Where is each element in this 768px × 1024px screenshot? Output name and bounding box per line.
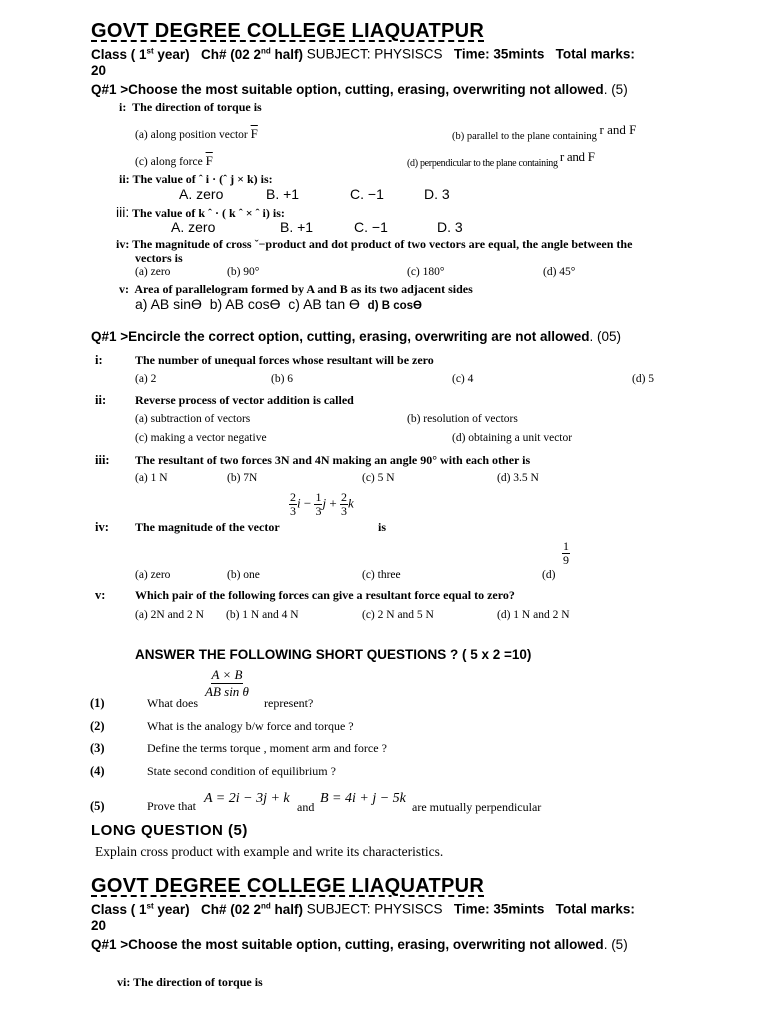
mcq1-iv: iv: The magnitude of cross ˇ−product and dot product of two vectors are equal, the angle between the — [116, 237, 633, 251]
mcq1-v-opt-b: b) AB cosϴ — [209, 296, 281, 312]
mcq2-v-text: Which pair of the following forces can give a resultant force equal to zero? — [135, 588, 515, 602]
class-label: Class ( 1 — [91, 46, 147, 62]
magnitude-vector-expression: $\frac{2}{3}$ i − $\frac{1}{3}$ j + $\frac{2}{3}$ k — [290, 490, 354, 518]
college-title: GOVT DEGREE COLLEGE LIAQUATPUR — [91, 20, 485, 42]
mcq2-ii-opt-a: (a) subtraction of vectors — [135, 413, 251, 425]
mcq2-iv-text-after: is — [378, 520, 387, 534]
q1-heading: Q#1 >Choose the most suitable option, cutting, erasing, overwriting not allowed. (5) — [91, 82, 628, 97]
mcq2-iii-opt-a: (a) 1 N — [135, 472, 168, 484]
mcq1-iii-opt-b: B. +1 — [280, 219, 314, 235]
mcq1-ii-opt-c: C. −1 — [350, 186, 384, 202]
mcq2-i-opt-d: (d) 5 — [632, 373, 655, 385]
mcq2-iii-opt-d: (d) 3.5 N — [497, 472, 539, 484]
mcq2-iv-opt-d-fraction: $\frac{1}{9}$ — [563, 539, 569, 567]
mcq2-v-opt-c: (c) 2 N and 5 N — [362, 609, 434, 621]
mcq1-v-opt-d: d) B cosϴ — [367, 300, 422, 312]
short-q5-num: (5) — [90, 799, 105, 813]
mcq2-iii-text: The resultant of two forces 3N and 4N making an angle 90° with each other is — [135, 453, 531, 467]
mcq1-iii: iii: The value of k ˆ · ( k ˆ × ˆ i) is: — [116, 204, 285, 220]
mcq1-v-opt-a: a) AB sinϴ — [135, 296, 202, 312]
mcq2-i-opt-a: (a) 2 — [135, 373, 157, 385]
total-marks-label: Total marks: — [555, 46, 635, 62]
time-label: Time: 35mints — [453, 46, 545, 62]
mcq1-iii-opt-a: A. zero — [171, 219, 216, 235]
mcq2-iv-opt-b: (b) one — [227, 569, 260, 581]
mcq1-v-options — [135, 296, 422, 312]
long-question-text: Explain cross product with example and write its characteristics. — [95, 844, 444, 859]
mcq1-ii-opt-d: D. 3 — [424, 186, 450, 202]
mcq2-i-opt-b: (b) 6 — [271, 373, 294, 385]
mcq1-iv-opt-d: (d) 45° — [543, 266, 576, 278]
mcq2-v-opt-a: (a) 2N and 2 N — [135, 609, 204, 621]
mcq1-iv-opt-a: (a) zero — [135, 266, 171, 278]
short-q4-num: (4) — [90, 764, 105, 778]
short-q1-fraction: $\frac{A \times B}{\text{AB sin θ}}$ — [205, 667, 249, 699]
mcq1-ii-opt-a: A. zero — [179, 186, 224, 202]
short-q3-num: (3) — [90, 741, 105, 755]
total-marks-value: 20 — [91, 63, 107, 78]
mcq1-i-opt-d: (d) perpendicular to the plane containing r and F — [407, 149, 595, 169]
short-q3-text: Define the terms torque , moment arm and force ? — [147, 741, 387, 755]
mcq2-v-num: v: — [95, 588, 106, 602]
sheet2-mcq-vi: vi: The direction of torque is — [117, 975, 263, 989]
q2-heading: Q#1 >Encircle the correct option, cutting, erasing, overwriting are not allowed. (05) — [91, 329, 622, 344]
mcq1-i-opt-c: (c) along force $\overline{F}$ — [135, 153, 213, 168]
mcq1-i: i: The direction of torque is — [119, 100, 262, 114]
chapter-label: Ch# (02 2 — [200, 46, 261, 62]
mcq2-iv-opt-c: (c) three — [362, 569, 401, 581]
mcq2-i-num: i: — [95, 353, 103, 367]
mcq2-iii-opt-b: (b) 7N — [227, 472, 258, 484]
short-q5-pre: Prove that — [147, 799, 196, 813]
short-q1-pre: What does — [147, 696, 198, 710]
mcq2-iv-num: iv: — [95, 520, 109, 534]
mcq2-ii-num: ii: — [95, 393, 107, 407]
mcq2-iv-opt-d: (d) — [542, 569, 556, 581]
mcq2-iii-num: iii: — [95, 453, 110, 467]
mcq1-iii-opt-c: C. −1 — [354, 219, 388, 235]
short-q5-eq2: B = 4i + j − 5k — [320, 791, 406, 806]
mcq2-iv-opt-a: (a) zero — [135, 569, 171, 581]
short-q4-text: State second condition of equilibrium ? — [147, 764, 336, 778]
exam-header-line-2: Class ( 1st year) Ch# (02 2nd half) SUBJECT: PHYSISCS Time: 35mints Total marks: — [91, 901, 635, 917]
mcq2-v-opt-d: (d) 1 N and 2 N — [497, 609, 570, 621]
subject-label: SUBJECT: PHYSISCS — [306, 46, 443, 62]
mcq1-i-opt-a: (a) along position vector $\overline{F}$ — [135, 126, 258, 141]
short-q1-num: (1) — [90, 696, 105, 710]
mcq2-ii-opt-d: (d) obtaining a unit vector — [452, 432, 573, 444]
short-q5-eq1: A = 2i − 3j + k — [204, 791, 290, 806]
mcq1-iv-opt-b: (b) 90° — [227, 266, 260, 278]
mcq1-ii: ii: The value of ˆ i · (ˆ j × k) is: — [119, 172, 273, 186]
short-questions-heading: ANSWER THE FOLLOWING SHORT QUESTIONS ? ( 5 x 2 =10) — [135, 647, 532, 662]
mcq2-ii-text: Reverse process of vector addition is called — [135, 393, 354, 407]
mcq1-iv-cont: vectors is — [135, 251, 183, 265]
mcq1-ii-opt-b: B. +1 — [266, 186, 300, 202]
mcq1-v: v: Area of parallelogram formed by A and B as its two adjacent sides — [119, 282, 473, 296]
exam-header-line: Class ( 1st year) Ch# (02 2nd half) SUBJECT: PHYSISCS Time: 35mints Total marks: — [91, 46, 635, 62]
short-q2-num: (2) — [90, 719, 105, 733]
total-marks-value-2: 20 — [91, 918, 107, 933]
long-question-heading: LONG QUESTION (5) — [91, 822, 248, 839]
mcq1-v-opt-c: c) AB tan ϴ — [288, 296, 360, 312]
short-q2-text: What is the analogy b/w force and torque ? — [147, 719, 354, 733]
mcq2-v-opt-b: (b) 1 N and 4 N — [226, 609, 299, 621]
mcq1-iii-opt-d: D. 3 — [437, 219, 463, 235]
mcq2-i-opt-c: (c) 4 — [452, 373, 474, 385]
college-title-2: GOVT DEGREE COLLEGE LIAQUATPUR — [91, 875, 485, 897]
short-q5-and: and — [297, 800, 315, 814]
mcq2-ii-opt-c: (c) making a vector negative — [135, 432, 267, 444]
mcq2-iii-opt-c: (c) 5 N — [362, 472, 395, 484]
mcq2-ii-opt-b: (b) resolution of vectors — [407, 413, 518, 425]
mcq2-iv-text: The magnitude of the vector — [135, 520, 280, 534]
mcq1-i-opt-b: (b) parallel to the plane containing r and F — [452, 122, 637, 142]
short-q1-post: represent? — [264, 696, 314, 710]
mcq1-iv-opt-c: (c) 180° — [407, 266, 445, 278]
mcq2-i-text: The number of unequal forces whose resultant will be zero — [135, 353, 434, 367]
q1-heading-2: Q#1 >Choose the most suitable option, cutting, erasing, overwriting not allowed. (5) — [91, 937, 628, 952]
short-q5-post: are mutually perpendicular — [412, 800, 542, 814]
